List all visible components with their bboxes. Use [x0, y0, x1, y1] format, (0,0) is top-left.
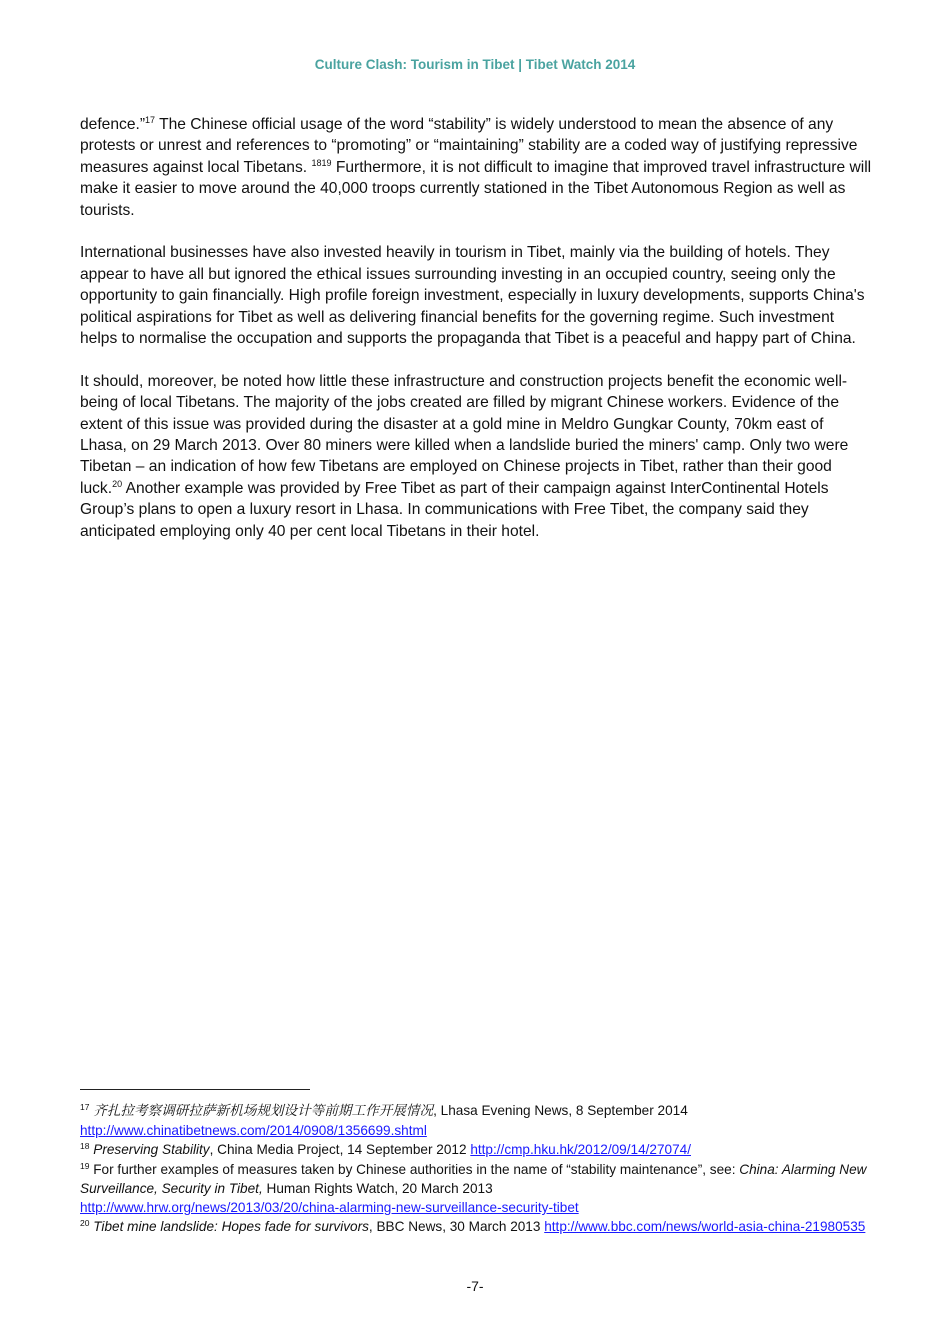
footnote-source: , Lhasa Evening News, 8 September 2014: [433, 1103, 688, 1118]
footnote-19: [80, 1160, 872, 1218]
p3-text-1: It should, moreover, be noted how little these infrastructure and construction projects benefit the economic well-being of local Tibetans. The majority of the jobs created are filled by migrant Chinese workers. Evidence of the extent of this issue was provided during the disaster at a gold mine in Meldro Gungkar County, 70km east of Lhasa, on 29 March 2013. Over 80 miners were killed when a landslide buried the miners' camp. Only two were Tibetan – an indication of how few Tibetans are employed on Chinese projects in Tibet, rather than their good luck.: [80, 372, 849, 497]
page-number: -7-: [466, 1278, 484, 1294]
p1-text-1: defence.”: [80, 116, 146, 133]
p1-text-2: The Chinese official usage of the word “stability” is widely understood to mean the absence of any protests or unrest and references to “promoting” or “maintaining” stability are a coded way of justifying repressive measures against local Tibetans.: [80, 116, 858, 176]
footnote-17-link[interactable]: http://www.chinatibetnews.com/2014/0908/1356699.shtml: [80, 1123, 427, 1139]
footnote-source: Human Rights Watch, 20 March 2013: [262, 1180, 493, 1196]
footnote-number: 18: [80, 1141, 90, 1152]
paragraph-1: [80, 114, 872, 221]
p3-text-2: Another example was provided by Free Tibet as part of their campaign against InterContinental Hotels Group’s plans to open a luxury resort in Lhasa. In communications with Free Tibet, the company said they anticipated employing only 40 per cent local Tibetans in their hotel.: [80, 479, 829, 540]
footnote-20-link[interactable]: http://www.bbc.com/news/world-asia-china-21980535: [544, 1219, 866, 1235]
footnote-lead: For further examples of measures taken by Chinese authorities in the name of “stability maintenance”, see:: [89, 1161, 740, 1177]
footnote-18-link[interactable]: http://cmp.hku.hk/2012/09/14/27074/: [470, 1142, 691, 1158]
footnote-title: 齐扎拉考察调研拉萨新机场规划设计等前期工作开展情况: [93, 1103, 434, 1119]
footnote-18: [80, 1140, 872, 1159]
footnotes: [80, 1101, 872, 1236]
footnote-title: Preserving Stability: [93, 1142, 210, 1158]
p1-text-3: Furthermore, it is not difficult to imagine that improved travel infrastructure will make it easier to move around the 40,000 troops currently stationed in the Tibet Autonomous Region as well as tourists.: [80, 158, 872, 219]
footnote-17: [80, 1101, 872, 1140]
footnote-source: , China Media Project, 14 September 2012: [209, 1142, 471, 1158]
footnote-20: [80, 1217, 872, 1236]
body-text: [80, 114, 872, 563]
footnote-separator: [80, 1089, 310, 1090]
footnote-19-link[interactable]: http://www.hrw.org/news/2013/03/20/china-alarming-new-surveillance-security-tibet: [80, 1200, 579, 1216]
paragraph-2: International businesses have also invested heavily in tourism in Tibet, mainly via the building of hotels. They appear to have all but ignored the ethical issues surrounding investing in an occupied country, seeing only the opportunity to gain financially. High profile foreign investment, especially in luxury developments, supports China's political aspirations for Tibet as well as delivering financial benefits for the governing regime. Such investment helps to normalise the occupation and supports the propaganda that Tibet is a peaceful and happy part of China.: [80, 244, 865, 348]
running-header: Culture Clash: Tourism in Tibet | Tibet Watch 2014: [314, 57, 636, 72]
footnote-ref-20[interactable]: 20: [112, 478, 123, 489]
footnote-number: 17: [80, 1102, 90, 1112]
footnote-ref-17[interactable]: 17: [145, 115, 156, 125]
footnote-ref-18-19[interactable]: 1819: [311, 157, 332, 168]
footnote-title: China: Alarming New Surveillance, Security in Tibet,: [80, 1161, 867, 1196]
footnote-source: , BBC News, 30 March 2013: [368, 1219, 545, 1235]
paragraph-3: [80, 371, 872, 542]
footnote-number: 19: [80, 1160, 90, 1171]
footnote-title: Tibet mine landslide: Hopes fade for survivors: [93, 1219, 369, 1235]
footnote-number: 20: [80, 1218, 90, 1229]
